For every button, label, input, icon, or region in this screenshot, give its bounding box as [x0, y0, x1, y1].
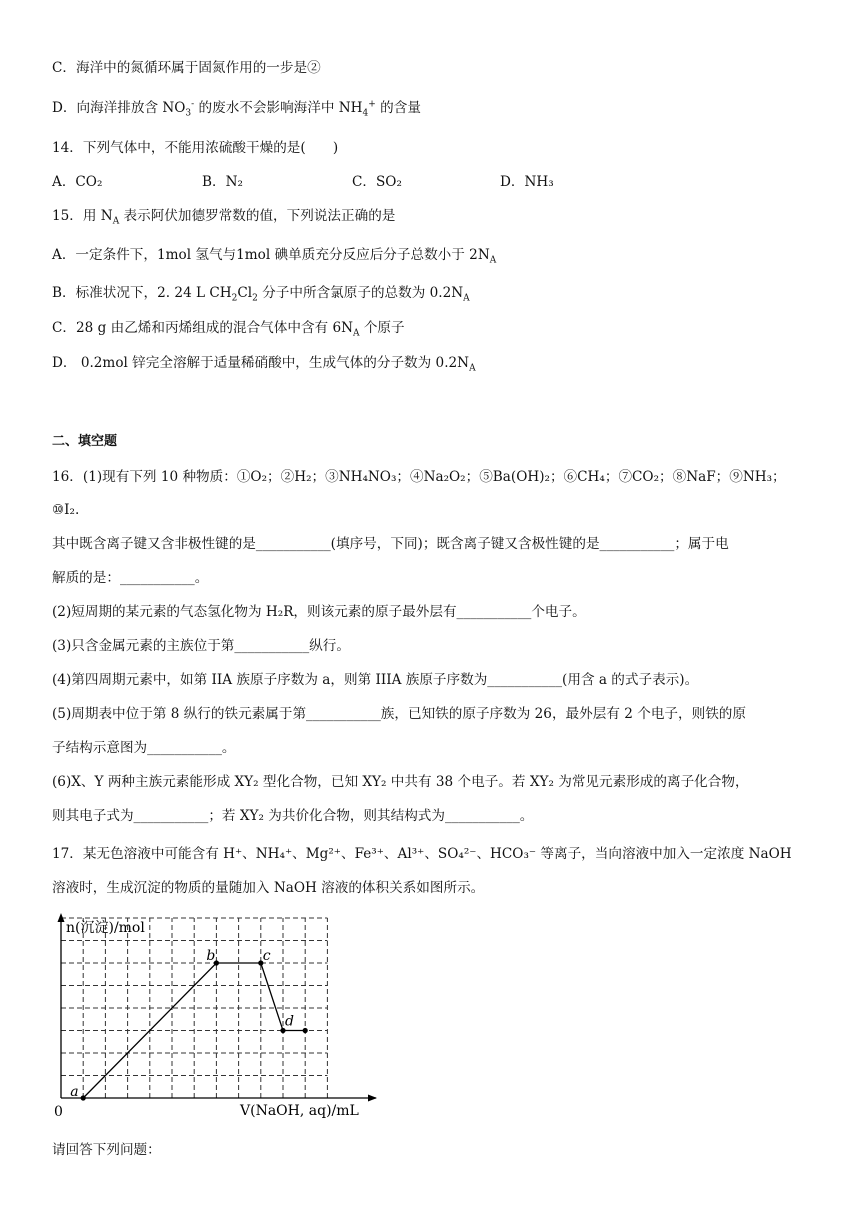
sup-plus: +	[368, 99, 376, 110]
q15-option-d	[52, 353, 476, 373]
point-label: a	[70, 1084, 79, 1100]
q16-line-3: 其中既含离子键又含非极性键的是___________(填序号，下同)；既含离子键又含极性键的是___________；属于电	[52, 536, 729, 552]
q14-option-d: D．NH₃	[500, 174, 554, 190]
q15-c-text-1: C．28 g 由乙烯和丙烯组成的混合气体中含有 6N	[52, 320, 353, 336]
q15-b-text-2: Cl	[237, 285, 253, 301]
sub-a: A	[353, 328, 360, 339]
precipitate-chart	[40, 912, 380, 1128]
q16-line-10: (6)X、Y 两种主族元素能形成 XY₂ 型化合物，已知 XY₂ 中共有 38 个电子。若 XY₂ 为常见元素形成的离子化合物，	[52, 774, 749, 790]
data-point	[303, 1028, 308, 1033]
sub-a: A	[469, 363, 476, 374]
chart-grid	[61, 918, 327, 1098]
data-point	[81, 1095, 86, 1100]
q15-option-a	[52, 245, 496, 265]
q15-b-text-1: B．标准状况下，2. 24 L CH	[52, 285, 232, 301]
q17-line-2: 溶液时，生成沉淀的物质的量随加入 NaOH 溶液的体积关系如图所示。	[52, 880, 485, 896]
x-axis-arrow	[368, 1095, 377, 1102]
sub-3: 3	[185, 108, 192, 119]
q15-stem-1: 15．用 N	[52, 208, 113, 224]
q13-d-text-2: 的废水不会影响海洋中 NH	[194, 100, 363, 116]
y-axis-label: n(沉淀)/mol	[66, 920, 145, 936]
q15-b-text-3: 分子中所含氯原子的总数为 0.2N	[257, 285, 464, 301]
sub-2: 2	[252, 293, 258, 304]
sub-a: A	[112, 216, 120, 227]
sub-a: A	[463, 293, 470, 304]
q17-line-1: 17．某无色溶液中可能含有 H⁺、NH₄⁺、Mg²⁺、Fe³⁺、Al³⁺、SO₄²⁻、HCO₃⁻ 等离子，当向溶液中加入一定浓度 NaOH	[52, 846, 792, 862]
sup-minus: -	[191, 99, 195, 110]
point-label: d	[285, 1013, 294, 1030]
q15-option-c	[52, 318, 405, 338]
q16-line-4: 解质的是：___________。	[52, 570, 209, 586]
point-label: c	[262, 948, 271, 964]
q14-stem: 14．下列气体中，不能用浓硫酸干燥的是( )	[52, 140, 339, 156]
q16-line-11: 则其电子式为___________；若 XY₂ 为共价化合物，则其结构式为___________。	[52, 808, 534, 824]
q16-line-1: 16．(1)现有下列 10 种物质：①O₂；②H₂；③NH₄NO₃；④Na₂O₂；⑤Ba(OH)₂；⑥CH₄；⑦CO₂；⑧NaF；⑨NH₃；	[52, 469, 786, 485]
sub-4: 4	[362, 108, 369, 119]
q16-line-2: ⑩I₂.	[52, 502, 80, 518]
section-title: 二、填空题	[52, 434, 118, 449]
q15-d-text: D． 0.2mol 锌完全溶解于适量稀硝酸中，生成气体的分子数为 0.2N	[52, 355, 470, 371]
q15-a-text: A．一定条件下，1mol 氢气与1mol 碘单质充分反应后分子总数小于 2N	[52, 247, 490, 263]
q13-d-text-3: 的含量	[375, 100, 421, 116]
point-label: b	[206, 948, 216, 964]
q14-options	[52, 172, 554, 192]
q15-stem-2: 表示阿伏加德罗常数的值，下列说法正确的是	[119, 208, 396, 224]
q14-option-b: B．N₂	[202, 174, 243, 190]
q17-closing: 请回答下列问题：	[52, 1142, 161, 1158]
q16-line-6: (3)只含金属元素的主族位于第___________纵行。	[52, 638, 350, 654]
q13-option-c: C．海洋中的氮循环属于固氮作用的一步是②	[52, 60, 321, 76]
sub-2: 2	[231, 293, 238, 304]
q16-line-9: 子结构示意图为___________。	[52, 740, 236, 756]
x-axis-label: V(NaOH, aq)/mL	[240, 1103, 359, 1119]
sub-a: A	[489, 255, 497, 266]
q13-d-text-1: D．向海洋排放含 NO	[52, 100, 186, 116]
q15-option-b	[52, 283, 470, 303]
q16-line-5: (2)短周期的某元素的气态氢化物为 H₂R，则该元素的原子最外层有___________个电子。	[52, 604, 586, 620]
origin-label: 0	[54, 1104, 63, 1120]
q14-option-a: A．CO₂	[52, 174, 103, 190]
q14-option-c: C．SO₂	[352, 174, 402, 190]
q15-c-text-2: 个原子	[359, 320, 405, 336]
q16-line-8: (5)周期表中位于第 8 纵行的铁元素属于第___________族，已知铁的原子序数为 26，最外层有 2 个电子，则铁的原	[52, 706, 746, 722]
q13-option-d	[52, 98, 421, 118]
q15-stem	[52, 206, 395, 226]
q16-line-7: (4)第四周期元素中，如第 IIA 族原子序数为 a，则第 IIIA 族原子序数为___________(用含 a 的式子表示)。	[52, 672, 699, 688]
